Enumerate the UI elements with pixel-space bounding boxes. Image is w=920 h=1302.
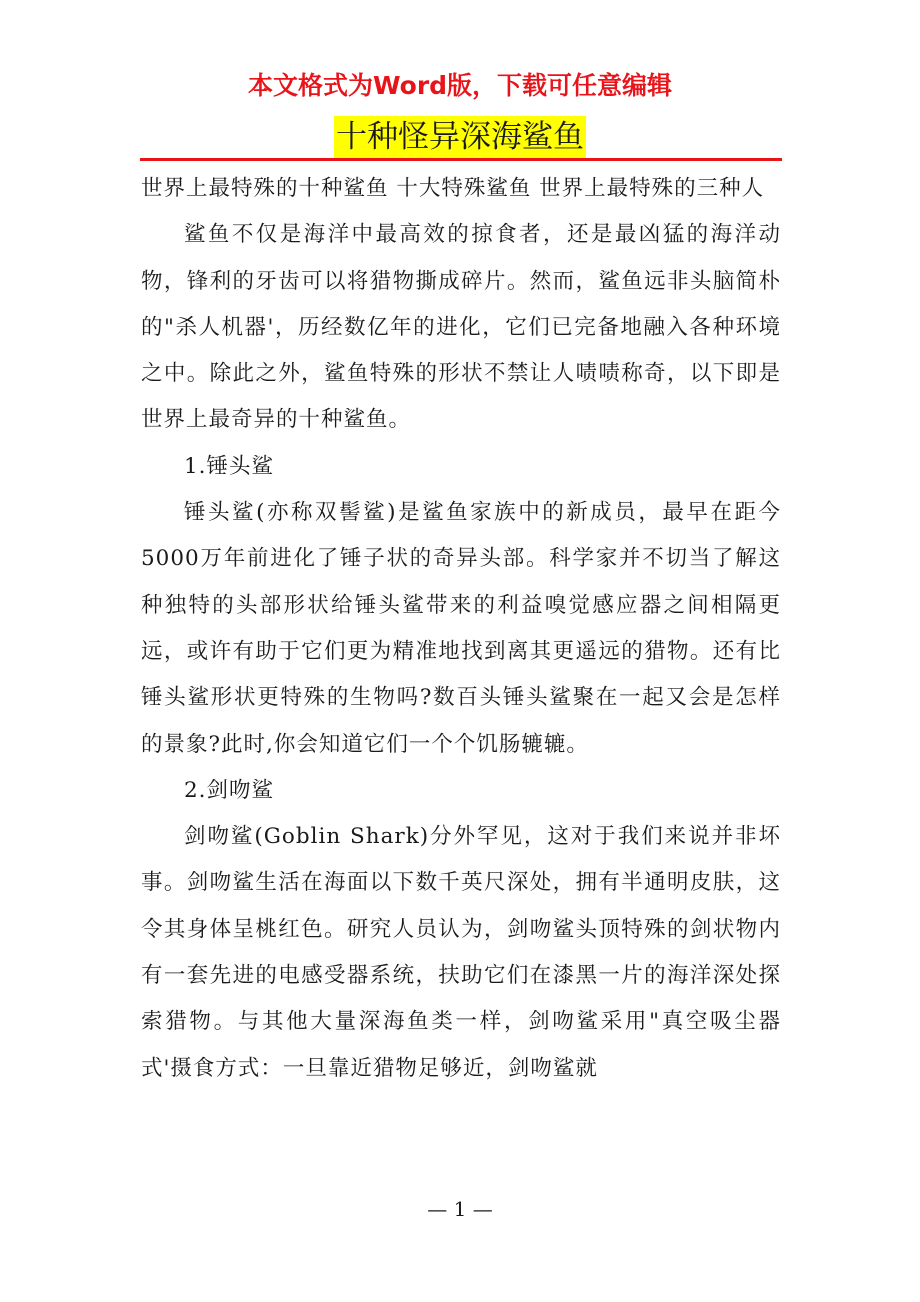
subtitle-paragraph: 世界上最特殊的十种鲨鱼 十大特殊鲨鱼 世界上最特殊的三种人	[141, 176, 765, 201]
document-title: 十种怪异深海鲨鱼	[334, 116, 586, 158]
hammerhead-paragraph: 锤头鲨(亦称双髻鲨)是鲨鱼家族中的新成员，最早在距今5000万年前进化了锤子状的奇异头部。科学家并不切当了解这种独特的头部形状给锤头鲨带来的利益嗅觉感应器之间相隔更远，或许有助于它们更为精准地找到离其更遥远的猎物。还有比锤头鲨形状更特殊的生物吗?数百头锤头鲨聚在一起又会是怎样的景象?此时,你会知道它们一个个饥肠辘辘。	[141, 500, 781, 757]
intro-paragraph: 鲨鱼不仅是海洋中最高效的掠食者，还是最凶猛的海洋动物，锋利的牙齿可以将猎物撕成碎片。然而，鲨鱼远非头脑简朴的"杀人机器'，历经数亿年的进化，它们已完备地融入各种环境之中。除此之外，鲨鱼特殊的形状不禁让人啧啧称奇，以下即是世界上最奇异的十种鲨鱼。	[141, 222, 781, 433]
goblin-paragraph: 剑吻鲨(Goblin Shark)分外罕见，这对于我们来说并非坏事。剑吻鲨生活在海面以下数千英尺深处，拥有半通明皮肤，这令其身体呈桃红色。研究人员认为，剑吻鲨头顶特殊的剑状物内有一套先进的电感受器系统，扶助它们在漆黑一片的海洋深处探索猎物。与其他大量深海鱼类一样，剑吻鲨采用"真空吸尘器式'摄食方式：一旦靠近猎物足够近，剑吻鲨就	[141, 824, 781, 1081]
title-container	[0, 116, 920, 158]
document-body	[141, 166, 781, 1092]
header-divider	[140, 158, 782, 161]
section-heading-goblin: 2.剑吻鲨	[184, 777, 275, 803]
section-heading-hammerhead: 1.锤头鲨	[184, 453, 275, 479]
page-number: — 1 —	[427, 1197, 493, 1221]
format-banner: 本文格式为Word版，下载可任意编辑	[247, 71, 673, 100]
